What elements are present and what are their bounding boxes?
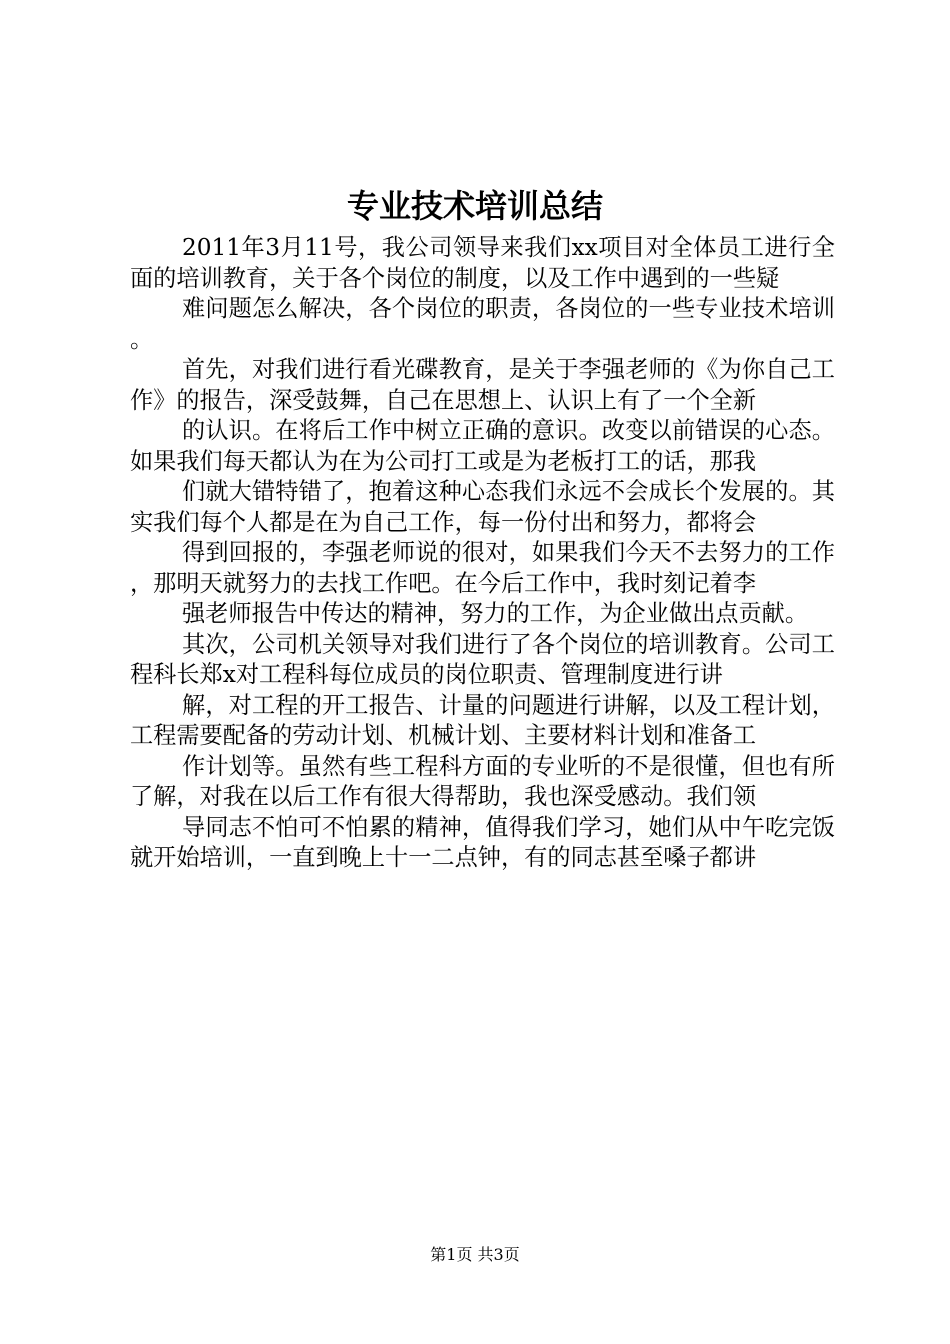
paragraph: 导同志不怕可不怕累的精神，值得我们学习，她们从中午吃完饭就开始培训，一直到晚上十一二点钟，有的同志甚至嗓子都讲	[130, 813, 835, 871]
document-body	[130, 233, 835, 874]
paragraph: 解，对工程的开工报告、计量的问题进行讲解，以及工程计划，工程需要配备的劳动计划、机械计划、主要材料计划和准备工	[130, 691, 835, 749]
paragraph: 强老师报告中传达的精神，努力的工作，为企业做出点贡献。	[182, 600, 809, 627]
paragraph: 得到回报的，李强老师说的很对，如果我们今天不去努力的工作，那明天就努力的去找工作吧。在今后工作中，我时刻记着李	[130, 539, 835, 597]
document-title: 专业技术培训总结	[346, 187, 603, 225]
paragraph: 作计划等。虽然有些工程科方面的专业听的不是很懂，但也有所了解，对我在以后工作有很大得帮助，我也深受感动。我们领	[130, 752, 835, 810]
paragraph: 难问题怎么解决，各个岗位的职责，各岗位的一些专业技术培训。	[130, 295, 835, 353]
paragraph: 其次，公司机关领导对我们进行了各个岗位的培训教育。公司工程科长郑x对工程科每位成员的岗位职责、管理制度进行讲	[130, 630, 835, 688]
paragraph: 的认识。在将后工作中树立正确的意识。改变以前错误的心态。如果我们每天都认为在为公司打工或是为老板打工的话，那我	[130, 417, 835, 475]
paragraph: 2011年3月11号，我公司领导来我们xx项目对全体员工进行全面的培训教育，关于各个岗位的制度，以及工作中遇到的一些疑	[130, 234, 835, 292]
paragraph: 们就大错特错了，抱着这种心态我们永远不会成长个发展的。其实我们每个人都是在为自己工作，每一份付出和努力，都将会	[130, 478, 835, 536]
paragraph: 首先，对我们进行看光碟教育，是关于李强老师的《为你自己工作》的报告，深受鼓舞，自己在思想上、认识上有了一个全新	[130, 356, 835, 414]
page-footer: 第1页 共3页	[430, 1245, 520, 1264]
